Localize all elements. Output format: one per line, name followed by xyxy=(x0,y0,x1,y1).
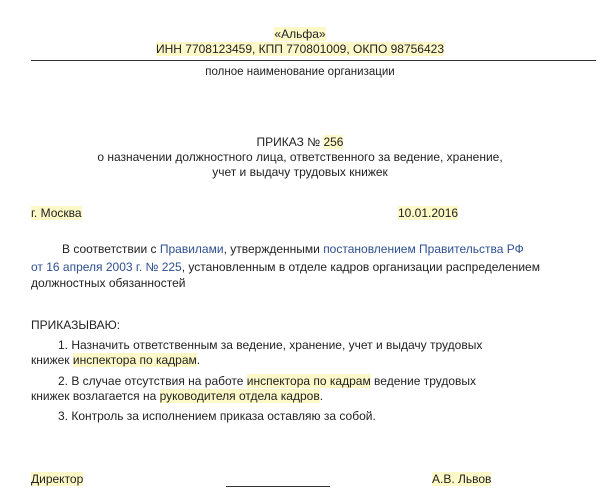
header-rule xyxy=(31,60,596,61)
organization-codes: ИНН 7708123459, КПП 770801009, ОКПО 98756423 xyxy=(155,42,444,56)
organization-name: «Альфа» xyxy=(274,27,326,41)
preamble-line-3: должностных обязанностей xyxy=(31,276,186,290)
signer-position: Директор xyxy=(31,472,84,486)
rules-link[interactable]: Правилами xyxy=(159,242,224,256)
preamble-line-2: от 16 апреля 2003 г. № 225, установленным в отделе кадров организации распределением xyxy=(31,260,540,274)
order-title: ПРИКАЗ № 256 xyxy=(256,135,344,149)
signature-line xyxy=(226,486,330,487)
signer-name: А.В. Львов xyxy=(432,472,492,486)
government-resolution-link[interactable]: постановлением Правительства РФ xyxy=(323,242,524,256)
item-1-line-2: книжек инспектора по кадрам. xyxy=(31,353,201,367)
order-subject-line-1: о назначении должностного лица, ответственного за ведение, хранение, xyxy=(97,150,503,164)
item-2-line-2: книжек возлагается на руководителя отдела кадров. xyxy=(31,389,324,403)
preamble-line-1: В соответствии с Правилами, утвержденными постановлением Правительства РФ xyxy=(62,242,524,256)
place: г. Москва xyxy=(31,206,82,220)
item-1-line-1: 1. Назначить ответственным за ведение, хранение, учет и выдачу трудовых xyxy=(58,338,483,352)
item-2-line-1: 2. В случае отсутствия на работе инспектора по кадрам ведение трудовых xyxy=(58,374,477,388)
command-heading: ПРИКАЗЫВАЮ: xyxy=(31,318,121,332)
order-number: 256 xyxy=(323,135,344,149)
order-date: 10.01.2016 xyxy=(398,206,459,220)
resolution-date-link[interactable]: от 16 апреля 2003 г. № 225 xyxy=(31,260,182,274)
organization-caption: полное наименование организации xyxy=(205,66,395,78)
order-subject-line-2: учет и выдачу трудовых книжек xyxy=(212,165,388,179)
item-3: 3. Контроль за исполнением приказа оставляю за собой. xyxy=(58,409,376,423)
